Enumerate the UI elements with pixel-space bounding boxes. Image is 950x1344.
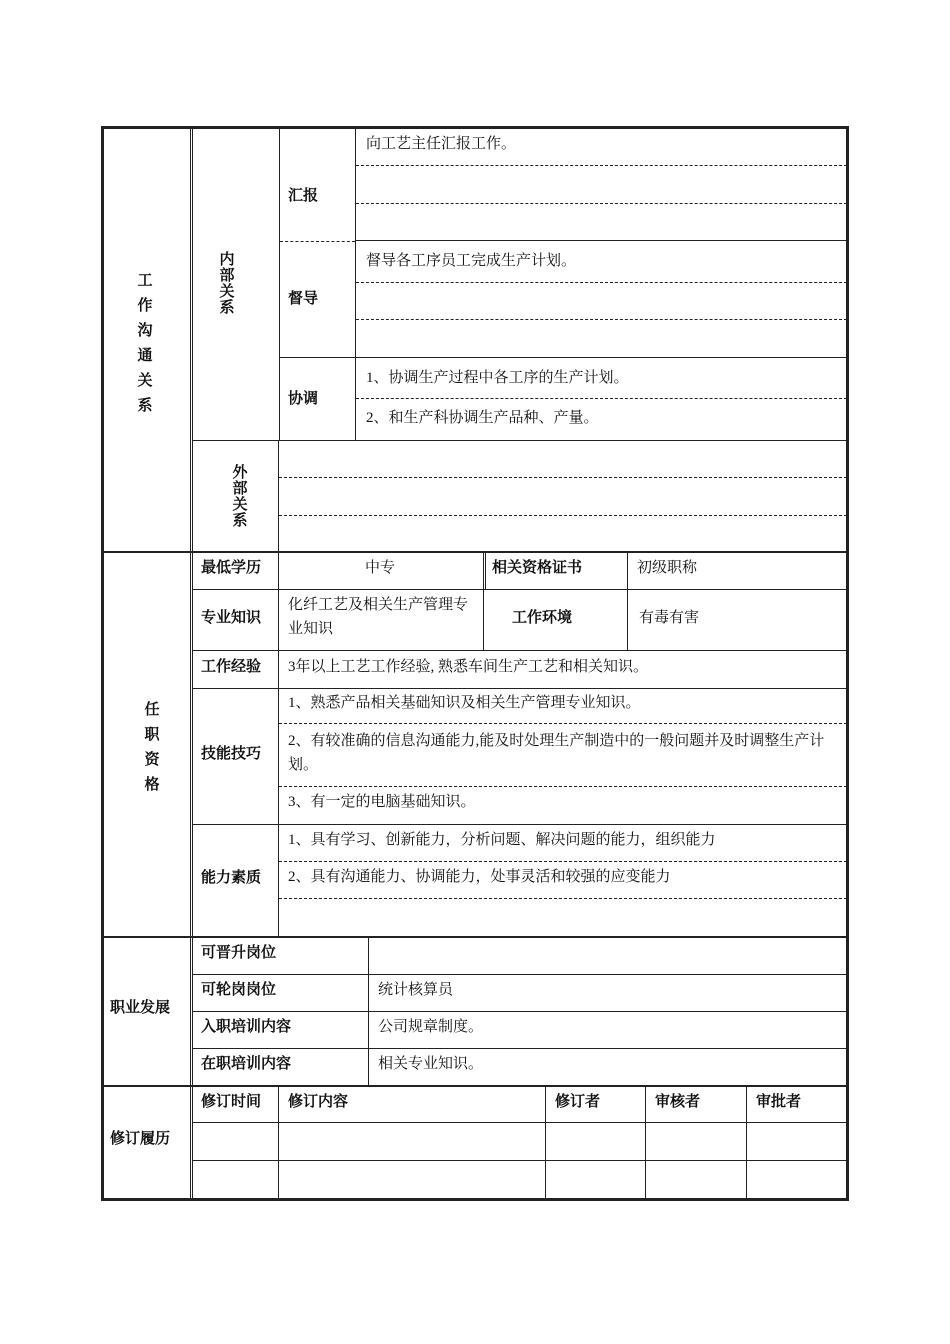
row-divider (192, 974, 847, 975)
column-divider (190, 128, 191, 1200)
revision-header-reviser: 修订者 (555, 1093, 601, 1110)
qualification-section-title: 任 职 资 格 (144, 701, 160, 793)
column-divider (278, 440, 279, 552)
promotion-label: 可晋升岗位 (201, 944, 277, 961)
row-divider (192, 1048, 847, 1049)
row-divider (355, 240, 847, 241)
inservice-label: 在职培训内容 (201, 1055, 292, 1072)
coordinate-line-1: 1、协调生产过程中各工序的生产计划。 (366, 370, 629, 386)
dashed-rule (279, 515, 847, 516)
cert-value: 初级职称 (637, 560, 698, 576)
skills-label: 技能技巧 (201, 745, 262, 762)
dashed-rule (356, 319, 847, 320)
skill-line-3: 3、有一定的电脑基础知识。 (288, 794, 476, 810)
ability-label: 能力素质 (201, 869, 262, 886)
row-divider (192, 650, 847, 651)
revision-section-title: 修订履历 (110, 1130, 171, 1147)
column-divider (278, 1086, 279, 1200)
column-divider (483, 552, 484, 650)
skill-line-2: 2、有较准确的信息沟通能力,能及时处理生产制造中的一般问题并及时调整生产计划。 (288, 733, 825, 773)
column-divider (278, 552, 279, 937)
revision-header-reviewer: 审核者 (655, 1093, 701, 1110)
onboarding-label: 入职培训内容 (201, 1018, 292, 1035)
dashed-rule (356, 165, 847, 166)
internal-relations-label: 内 部 关 系 (219, 251, 235, 316)
row-divider (192, 1122, 847, 1123)
dashed-rule (279, 786, 847, 787)
row-divider (192, 440, 847, 441)
column-divider (279, 128, 280, 440)
row-divider (192, 589, 847, 590)
communication-section-title: 工 作 沟 通 关 系 (137, 272, 153, 414)
career-section-title: 职业发展 (110, 999, 171, 1016)
column-divider (485, 552, 486, 590)
experience-label: 工作经验 (201, 658, 262, 675)
revision-header-approver: 审批者 (756, 1093, 802, 1110)
external-relations-label: 外 部 关 系 (232, 464, 248, 529)
column-divider (746, 1086, 747, 1200)
row-divider (192, 688, 847, 689)
column-divider (192, 128, 193, 1200)
environment-label: 工作环境 (512, 609, 573, 626)
skill-line-1: 1、熟悉产品相关基础知识及相关生产管理专业知识。 (288, 695, 641, 711)
supervise-label: 督导 (288, 290, 319, 307)
ability-line-1: 1、具有学习、创新能力，分析问题、解决问题的能力，组织能力 (288, 832, 716, 848)
dashed-rule (279, 477, 847, 478)
row-divider (192, 824, 847, 825)
environment-value: 有毒有害 (639, 610, 700, 626)
onboarding-value: 公司规章制度。 (378, 1019, 484, 1035)
knowledge-value: 化纤工艺及相关生产管理专业知识 (288, 597, 469, 637)
revision-header-content: 修订内容 (288, 1093, 349, 1110)
dashed-rule (356, 203, 847, 204)
column-divider (645, 1086, 646, 1200)
min-education-value: 中专 (365, 560, 396, 576)
coordinate-line-2: 2、和生产科协调生产品种、产量。 (366, 410, 599, 426)
dashed-rule (279, 723, 847, 724)
cert-label: 相关资格证书 (492, 559, 583, 576)
supervise-line: 督导各工序员工完成生产计划。 (366, 253, 577, 269)
column-divider (545, 1086, 546, 1200)
ability-line-2: 2、具有沟通能力、协调能力，处事灵活和较强的应变能力 (288, 869, 671, 885)
row-divider (279, 357, 847, 358)
report-label: 汇报 (288, 187, 319, 204)
row-divider (192, 1160, 847, 1161)
rotation-label: 可轮岗岗位 (201, 981, 277, 998)
section-divider (101, 552, 849, 553)
dashed-rule (279, 898, 847, 899)
experience-value: 3年以上工艺工作经验, 熟悉车间生产工艺和相关知识。 (288, 659, 649, 675)
dashed-rule (356, 398, 847, 399)
dashed-rule (356, 282, 847, 283)
rotation-value: 统计核算员 (378, 982, 454, 998)
inservice-value: 相关专业知识。 (378, 1056, 484, 1072)
revision-header-time: 修订时间 (201, 1093, 262, 1110)
report-line: 向工艺主任汇报工作。 (366, 136, 517, 152)
coordinate-label: 协调 (288, 390, 319, 407)
column-divider (355, 128, 356, 440)
min-education-label: 最低学历 (201, 559, 262, 576)
dashed-rule (279, 861, 847, 862)
section-divider (101, 1086, 849, 1087)
row-divider (192, 1011, 847, 1012)
column-divider (627, 552, 628, 650)
knowledge-label: 专业知识 (201, 609, 262, 626)
section-divider (101, 937, 849, 938)
dashed-rule (280, 241, 355, 242)
